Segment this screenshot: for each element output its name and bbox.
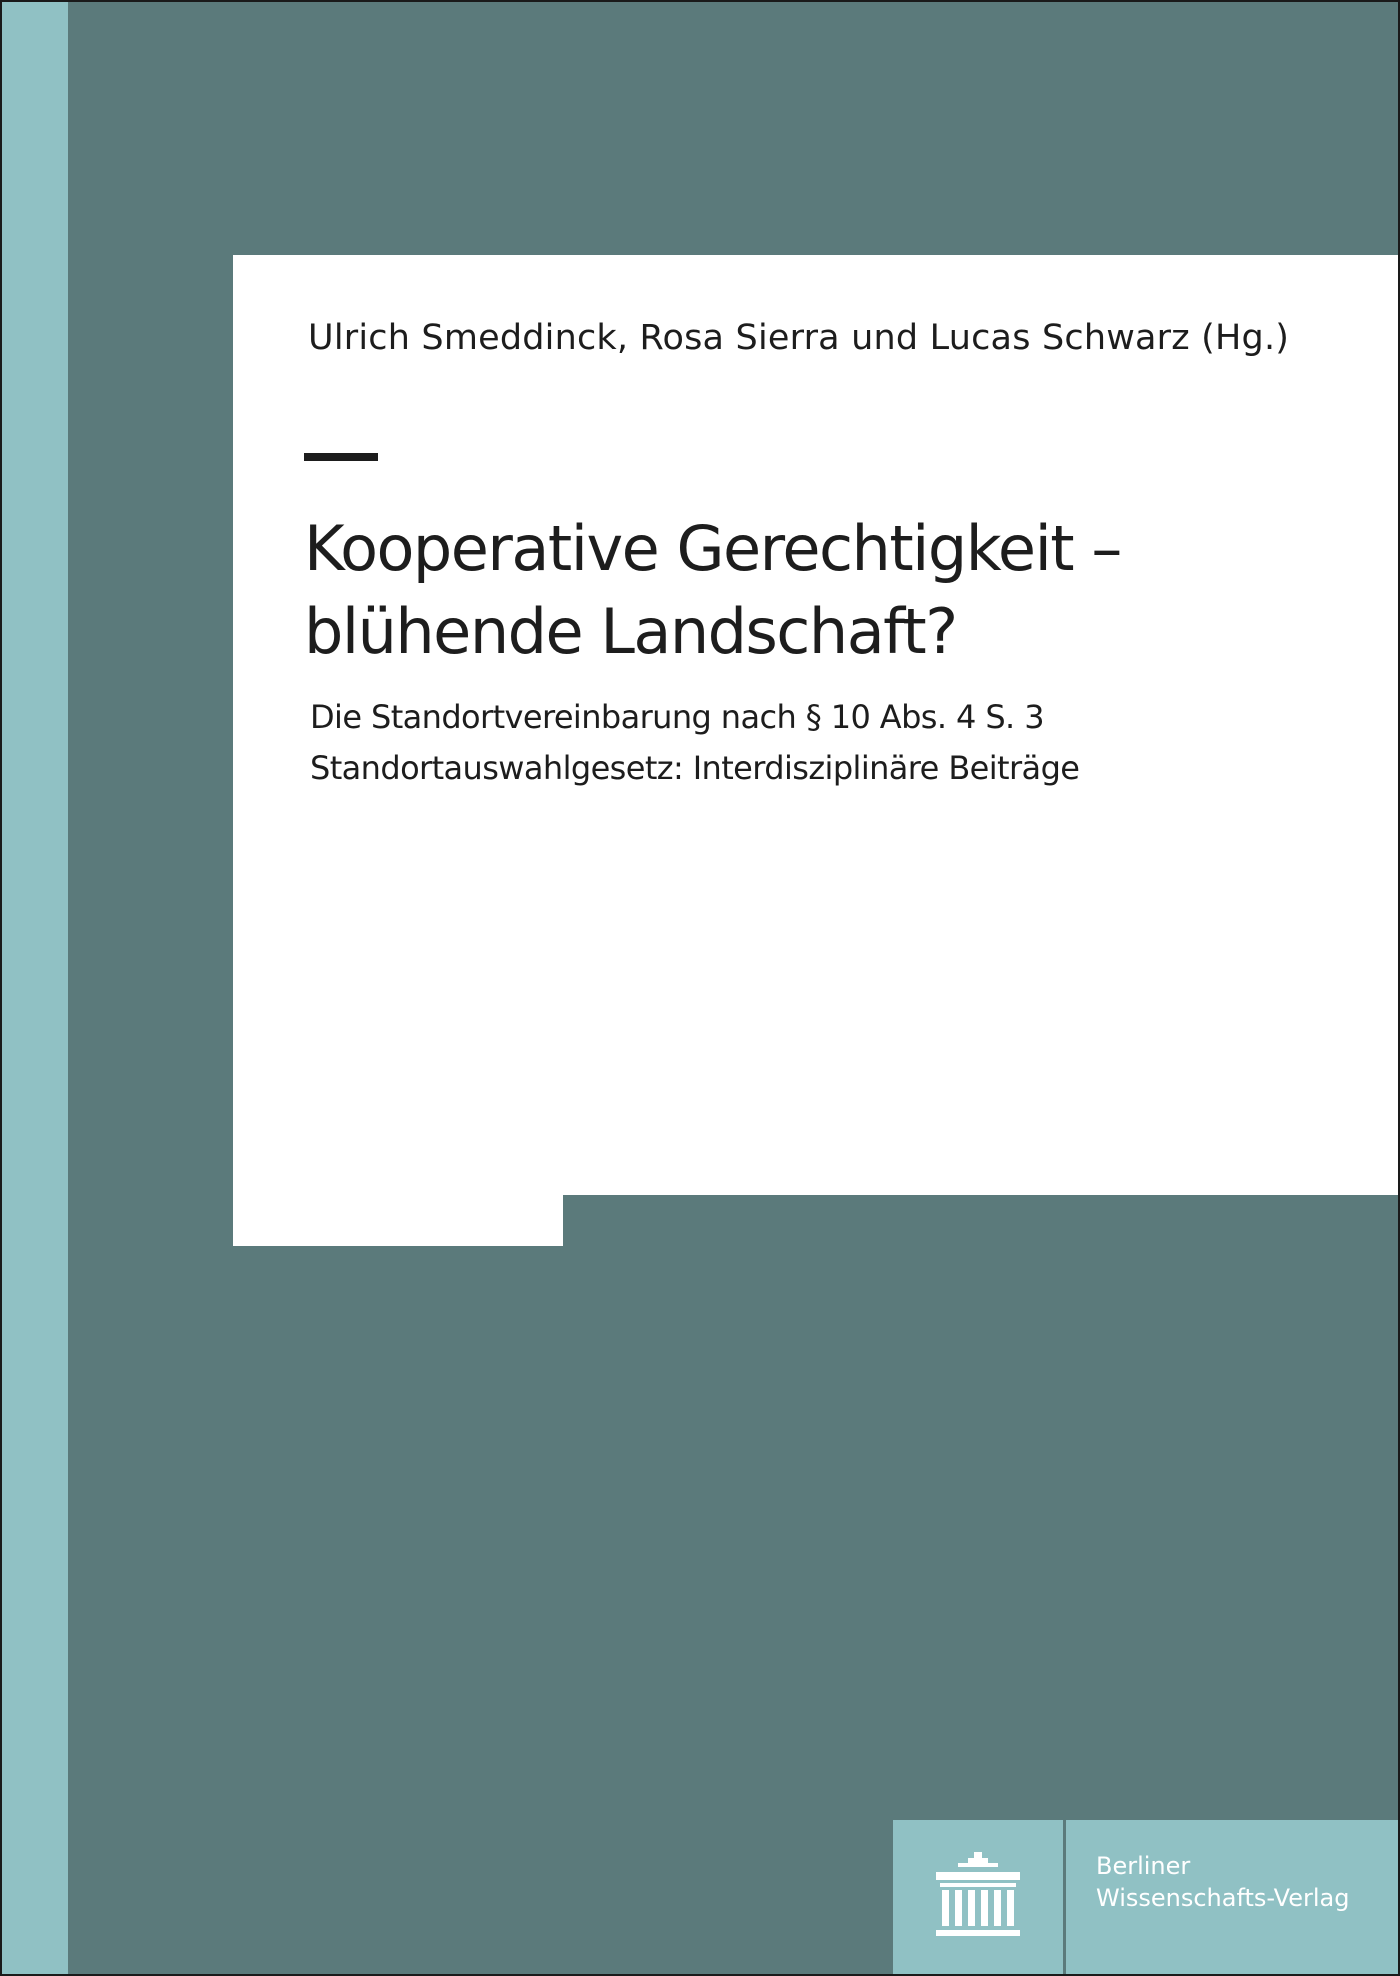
main-title-line: blühende Landschaft? [304,595,957,668]
title-panel-tab [233,1192,563,1246]
publisher-name [1096,1850,1349,1914]
spine-strip [2,2,68,1974]
publisher-box [893,1820,1400,1976]
title-rule [304,453,378,461]
subtitle-line: Standortauswahlgesetz: Interdisziplinäre Beiträge [310,749,1080,787]
publisher-name-line: Wissenschafts-Verlag [1096,1884,1350,1912]
subtitle [310,692,1360,794]
brandenburg-gate-icon [934,1852,1022,1938]
subtitle-line: Die Standortvereinbarung nach § 10 Abs. 4 S. 3 [310,698,1044,736]
editors-line: Ulrich Smeddinck, Rosa Sierra und Lucas Schwarz (Hg.) [308,318,1290,358]
publisher-divider [1063,1820,1066,1976]
main-title-line: Kooperative Gerechtigkeit – [304,512,1121,585]
publisher-name-line: Berliner [1096,1852,1191,1880]
main-title [304,507,1354,673]
